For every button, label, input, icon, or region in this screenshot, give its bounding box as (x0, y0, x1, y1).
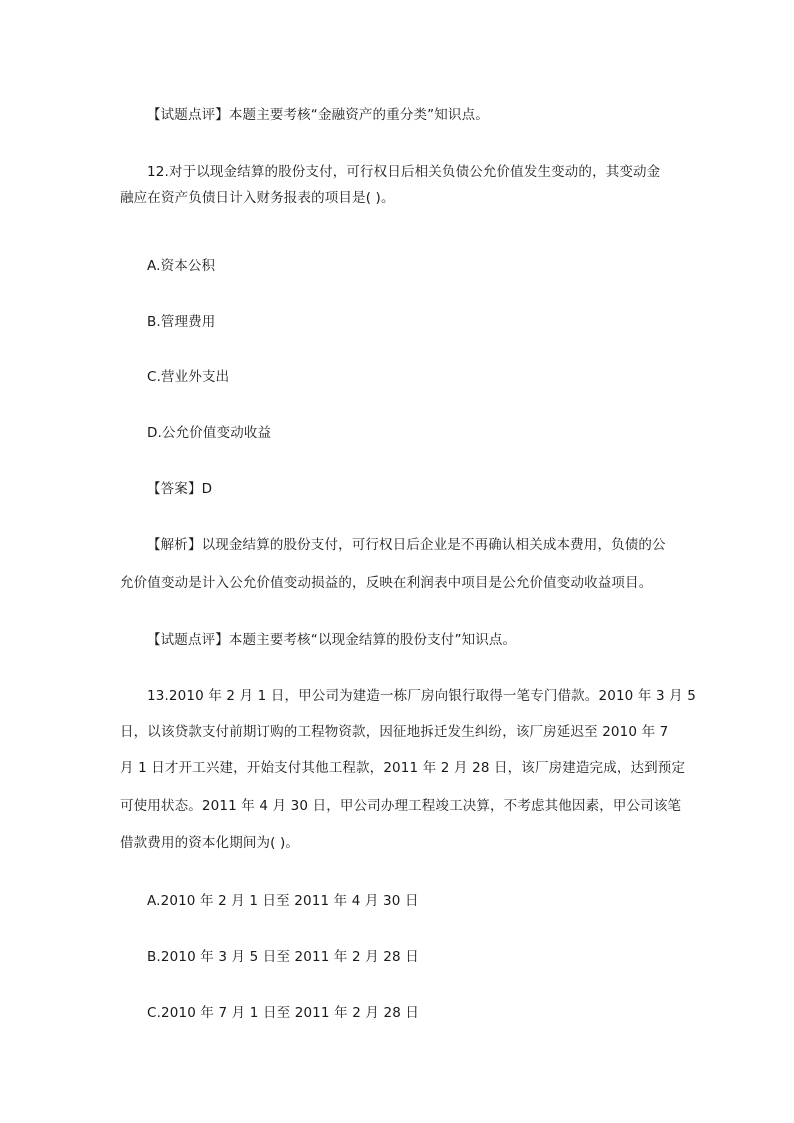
option-a-12: A.资本公积 (147, 258, 216, 274)
analysis-12-line-2: 允价值变动是计入公允价值变动损益的，反映在利润表中项目是公允价值变动收益项目。 (120, 575, 653, 591)
question-12-line-1: 12.对于以现金结算的股份支付，可行权日后相关负债公允价值发生变动的，其变动金 (147, 164, 661, 180)
comment-line-2: 【试题点评】本题主要考核“以现金结算的股份支付”知识点。 (147, 632, 517, 648)
question-13-line-1: 13.2010 年 2 月 1 日，甲公司为建造一栋厂房向银行取得一笔专门借款。2010 年 3 月 5 (147, 688, 696, 704)
option-b-13: B.2010 年 3 月 5 日至 2011 年 2 月 28 日 (147, 949, 419, 965)
question-13-line-3: 月 1 日才开工兴建，开始支付其他工程款，2011 年 2 月 28 日，该厂房建造完成，达到预定 (120, 760, 686, 776)
analysis-12-line-1: 【解析】以现金结算的股份支付，可行权日后企业是不再确认相关成本费用，负债的公 (147, 537, 666, 553)
comment-line-1: 【试题点评】本题主要考核“金融资产的重分类”知识点。 (147, 107, 489, 123)
option-d-12: D.公允价值变动收益 (147, 425, 272, 441)
option-c-13: C.2010 年 7 月 1 日至 2011 年 2 月 28 日 (147, 1005, 420, 1021)
option-b-12: B.管理费用 (147, 314, 216, 330)
question-12-line-2: 融应在资产负债日计入财务报表的项目是( )。 (120, 190, 395, 206)
option-a-13: A.2010 年 2 月 1 日至 2011 年 4 月 30 日 (147, 893, 419, 909)
question-13-line-2: 日，以该贷款支付前期订购的工程物资款，因征地拆迁发生纠纷，该厂房延迟至 2010 年 7 (120, 724, 669, 740)
question-13-line-4: 可使用状态。2011 年 4 月 30 日，甲公司办理工程竣工决算，不考虑其他因素，甲公司该笔 (120, 798, 682, 814)
option-c-12: C.营业外支出 (147, 369, 230, 385)
question-13-line-5: 借款费用的资本化期间为( )。 (120, 835, 300, 851)
answer-12: 【答案】D (147, 481, 213, 497)
